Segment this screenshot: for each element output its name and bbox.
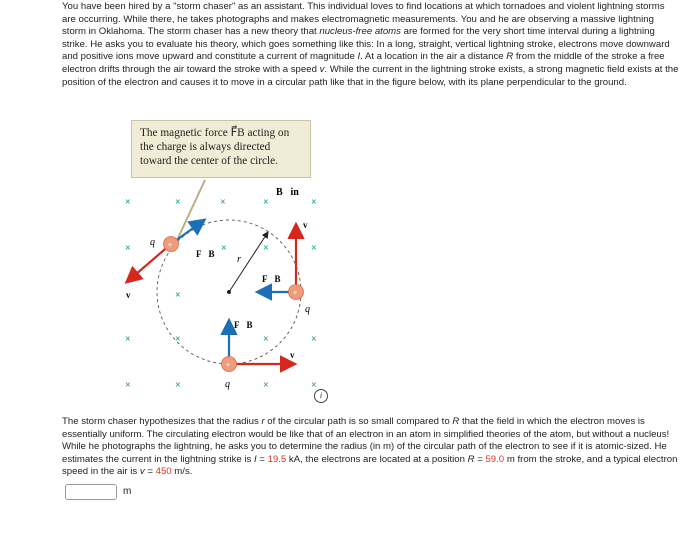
force-label-bottom: F⃗B — [234, 320, 253, 330]
charge-label-bottom: q — [225, 379, 230, 390]
field-label: B⃗in — [276, 187, 299, 198]
answer-input[interactable] — [65, 484, 117, 500]
charge-sign-left: + — [167, 240, 173, 250]
svg-text:×: × — [311, 380, 317, 391]
charge-label-right: q — [305, 304, 310, 315]
radius-label: r — [237, 254, 241, 265]
velocity-label-left: v⃗ — [126, 290, 138, 300]
svg-text:×: × — [311, 334, 317, 345]
svg-text:×: × — [263, 380, 269, 391]
charge-label-left: q — [150, 237, 155, 248]
svg-text:×: × — [175, 334, 181, 345]
force-label-left: F⃗B — [196, 249, 215, 259]
velocity-label-bottom: v⃗ — [290, 350, 302, 360]
svg-text:×: × — [125, 197, 131, 208]
svg-text:×: × — [220, 197, 226, 208]
svg-text:×: × — [311, 197, 317, 208]
svg-text:×: × — [263, 334, 269, 345]
charge-sign-bottom: + — [225, 360, 231, 370]
answer-unit: m — [123, 486, 132, 497]
svg-text:×: × — [175, 290, 181, 301]
figure-callout: The magnetic force F⃗B acting on the charge is always directed toward the center of the circle. — [131, 120, 311, 178]
svg-text:×: × — [175, 197, 181, 208]
svg-text:×: × — [311, 243, 317, 254]
problem-question: The storm chaser hypothesizes that the radius r of the circular path is so small compared to R that the field in which the electron moves is essentially uniform. The circulating electron would be like that of an electron in an atom in simplified theories of the atom, but without a nucleus! While he photographs the lightning, he asks you to determine the radius (in m) of the circular path of the electron to see if it is atomic-sized. He estimates the current in the lightning strike is I = 19.5 kA, the electrons are located at a position R = 59.0 m from the stroke, and a typical electron speed in the air is v = 450 m/s. — [62, 416, 678, 478]
svg-text:×: × — [125, 334, 131, 345]
speed-value: 450 — [155, 466, 172, 478]
problem-intro: You have been hired by a "storm chaser" as an assistant. This individual loves to find locations at which tornadoes and violent lightning storms are occurring. While there, he takes photographs and makes electromagnetic measurements. You and he are observing a massive lightning storm in Oklahoma. The storm chaser has a new theory that nucleus-free atoms are formed for the very short time interval during a lightning strike. He asks you to evaluate his theory, which goes something like this: In a long, straight, vertical lightning stroke, electrons move downward and positive ions move upward and constitute a current of magnitude I. At a location in the air a distance R from the middle of the stroke a free electron drifts through the air toward the stroke with a speed v. While the current in the lightning stroke exists, a strong magnetic field exists at the position of the electron and causes it to move in a circular path like that in the figure below, with its plane perpendicular to the ground. — [62, 1, 679, 88]
distance-value: 59.0 — [485, 453, 505, 465]
force-label-right: F⃗B — [262, 274, 281, 284]
svg-text:×: × — [175, 380, 181, 391]
current-value: 19.5 — [267, 453, 287, 465]
field-marks — [125, 197, 317, 391]
velocity-arrow-left — [128, 244, 171, 281]
svg-text:×: × — [263, 197, 269, 208]
velocity-label-right: v⃗ — [303, 220, 315, 230]
svg-text:×: × — [221, 243, 227, 254]
circle-center — [227, 290, 231, 294]
info-icon[interactable]: i — [314, 389, 328, 403]
charge-sign-right: + — [292, 288, 298, 298]
svg-text:×: × — [263, 243, 269, 254]
svg-text:×: × — [125, 380, 131, 391]
magnetic-field-figure — [118, 118, 338, 410]
svg-text:×: × — [125, 243, 131, 254]
